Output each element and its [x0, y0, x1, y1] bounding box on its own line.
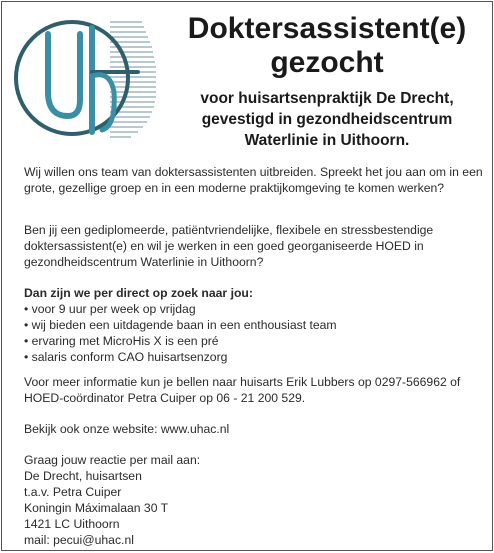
contact-line: De Drecht, huisartsen: [24, 469, 142, 483]
requirements-list: [24, 301, 337, 365]
list-item: • ervaring met MicroHis X is een pré: [24, 334, 219, 348]
requirements-heading: Dan zijn we per direct op zoek naar jou:: [24, 286, 253, 300]
contact-line: t.a.v. Petra Cuiper: [24, 485, 122, 499]
contact-line: Koningin Máximalaan 30 T: [24, 501, 169, 515]
contact-line: 1421 LC Uithoorn: [24, 517, 120, 531]
job-ad: [1, 1, 493, 551]
intro-paragraph: Wij willen ons team van doktersassistenten uitbreiden. Spreekt het jou aan om in een grote, gezellige groep en in een moderne praktijkomgeving te komen werken?: [24, 165, 483, 195]
contact-email: mail: pecui@uhac.nl: [24, 533, 134, 547]
practice-logo: [10, 10, 170, 150]
ad-title: Doktersassistent(e) gezocht: [187, 12, 467, 79]
info-paragraph: Voor meer informatie kun je bellen naar huisarts Erik Lubbers op 0297-566962 of HOED-coördinator Petra Cuiper op 06 - 21 200 529.: [24, 375, 461, 405]
website-line: Bekijk ook onze website: www.uhac.nl: [24, 422, 230, 436]
ad-subtitle: voor huisartsenpraktijk De Drecht, gevestigd in gezondheidscentrum Waterlinie in Uithoorn.: [200, 90, 454, 149]
list-item: • wij bieden een uitdagende baan in een enthousiast team: [24, 318, 337, 332]
list-item: • salaris conform CAO huisartsenzorg: [24, 350, 228, 364]
contact-block: [24, 452, 200, 548]
contact-line: Graag jouw reactie per mail aan:: [24, 453, 201, 467]
profile-paragraph: Ben jij een gediplomeerde, patiëntvriendelijke, flexibele en stressbestendige doktersassistent(e) en wil je werken in een goed georganiseerde HOED in gezondheidscentrum Waterlinie in Uithoorn?: [24, 223, 434, 269]
list-item: • voor 9 uur per week op vrijdag: [24, 302, 196, 316]
